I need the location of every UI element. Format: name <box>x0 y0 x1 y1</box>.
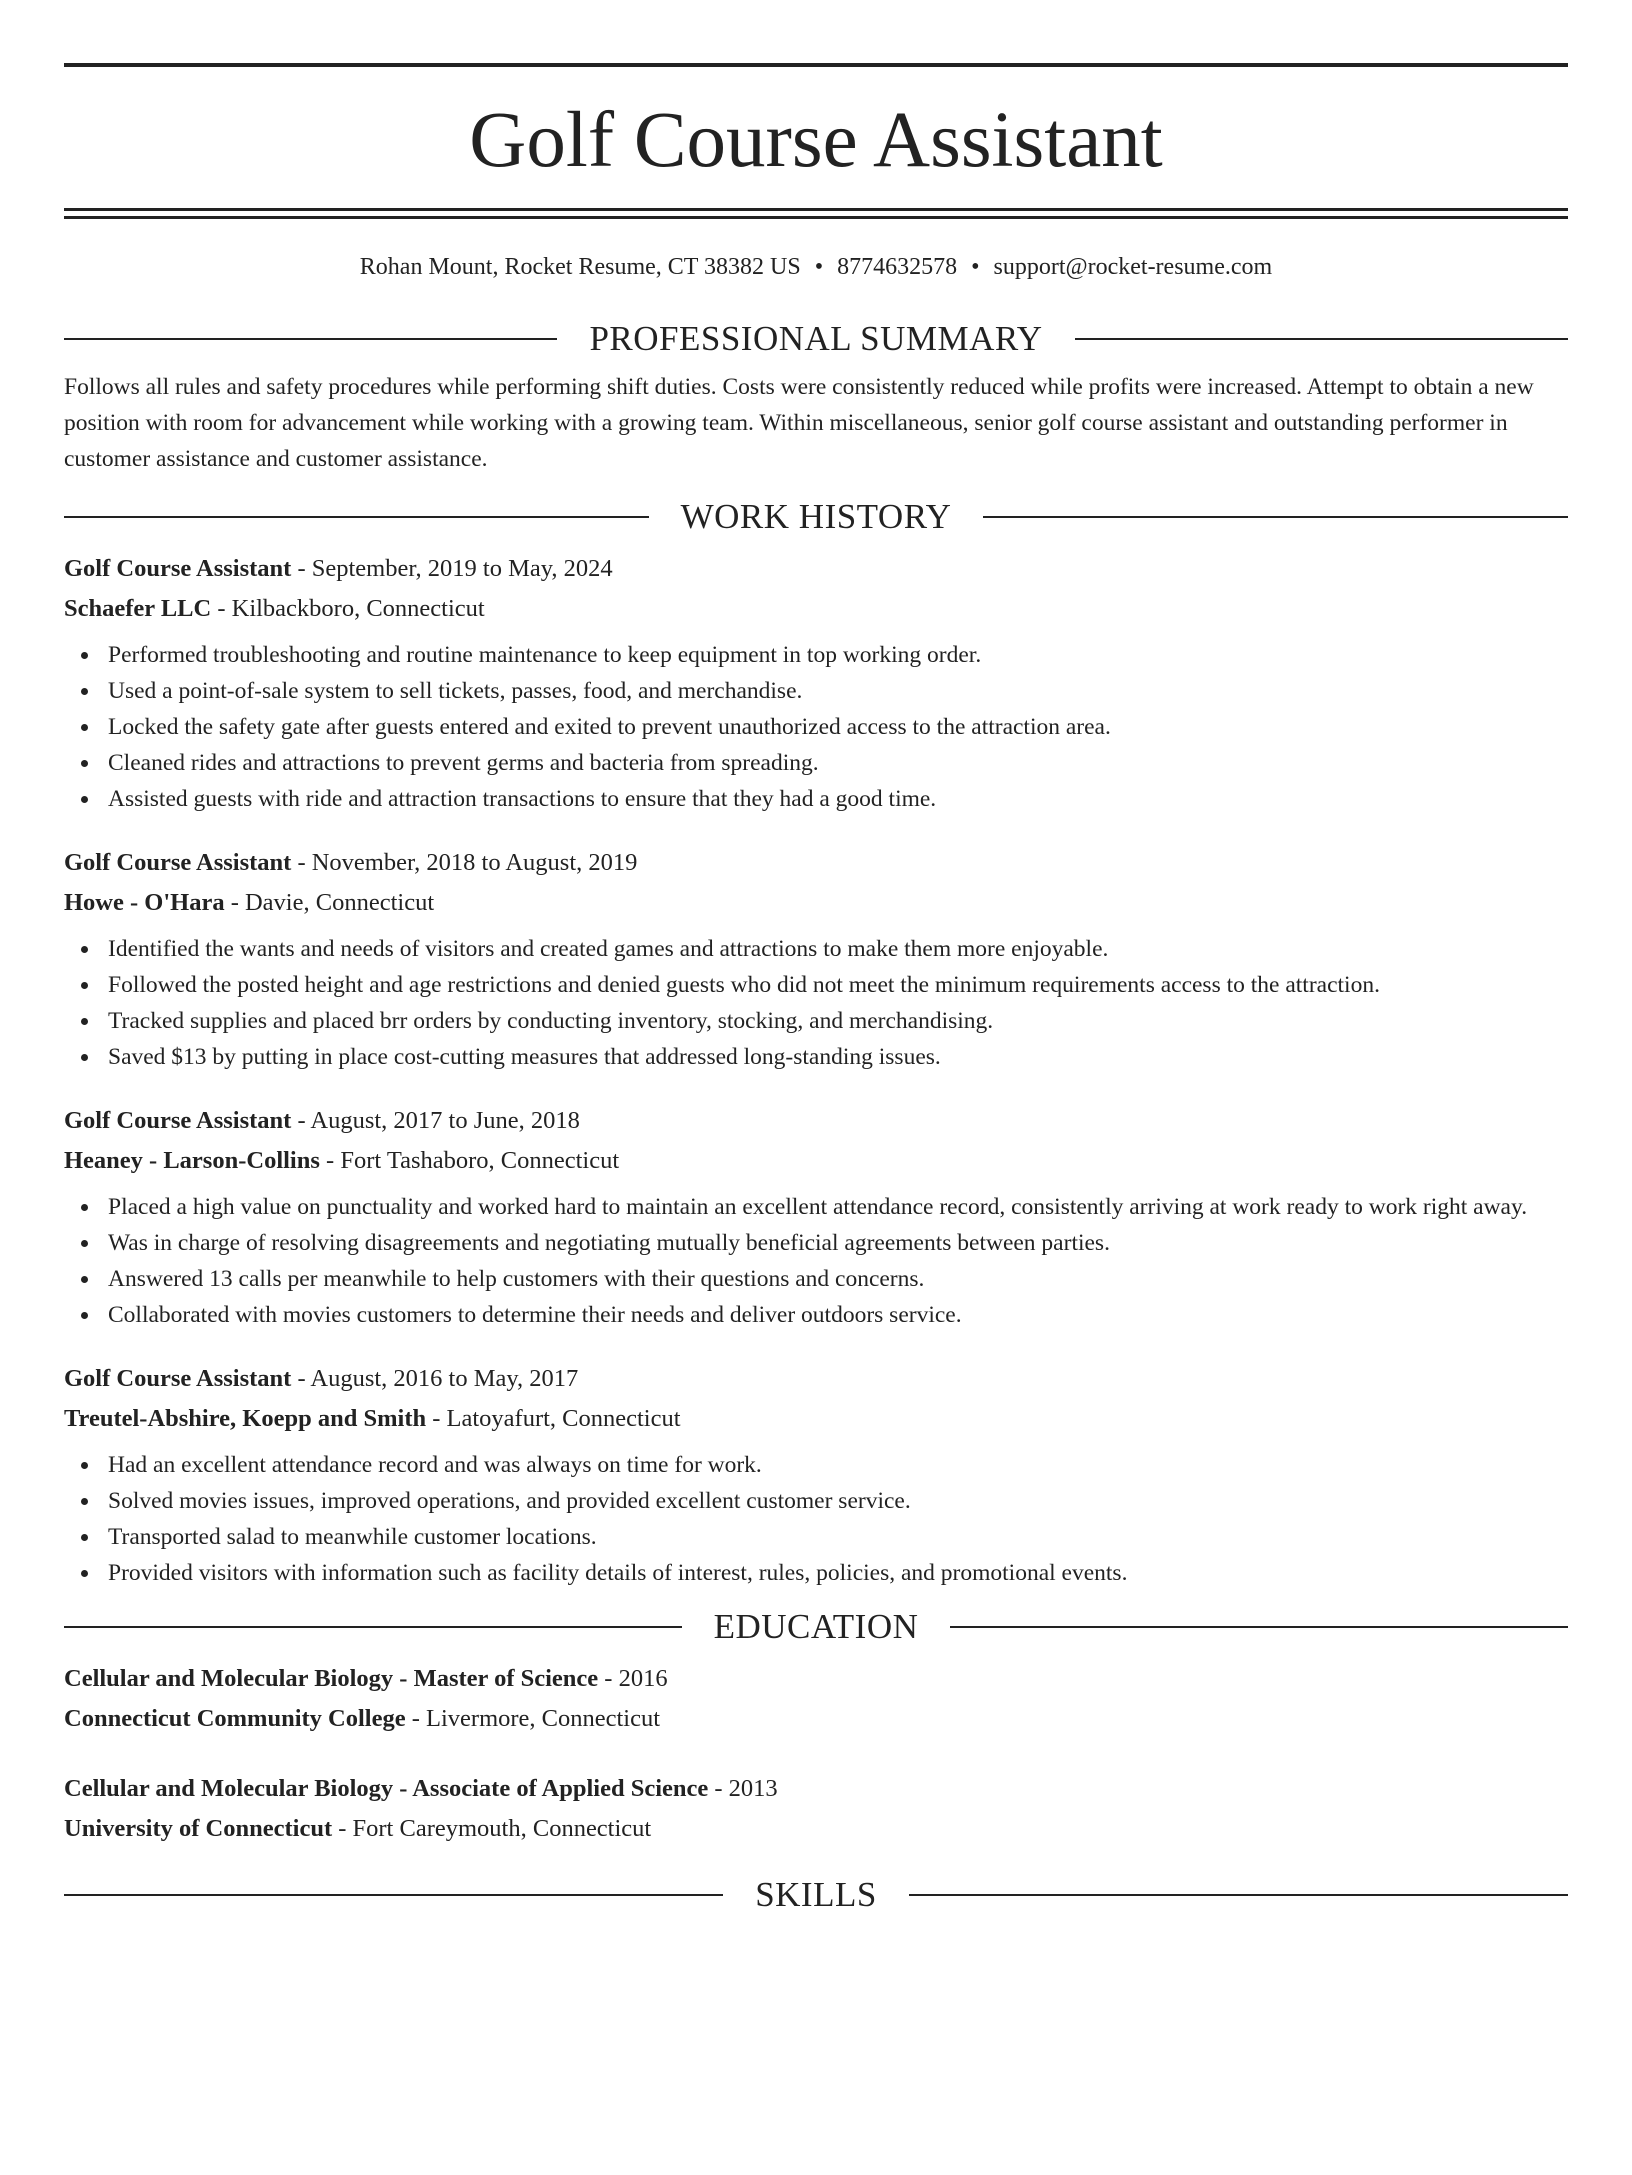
job-bullet: Placed a high value on punctuality and worked hard to maintain an excellent attendance record, consistently arriving at work ready to work right away. <box>108 1189 1568 1225</box>
section-title-education: EDUCATION <box>713 1607 919 1646</box>
job-company-line <box>64 1141 1568 1181</box>
job-bullet: Locked the safety gate after guests entered and exited to prevent unauthorized access to the attraction area. <box>108 709 1568 745</box>
job-location: - Kilbackboro, Connecticut <box>211 595 485 622</box>
job-title-line <box>64 1101 1568 1141</box>
section-rule <box>983 516 1568 518</box>
job-bullets <box>64 1447 1568 1591</box>
section-rule <box>1075 338 1568 340</box>
section-rule <box>909 1894 1568 1896</box>
education-location: - Fort Careymouth, Connecticut <box>332 1815 652 1842</box>
job-bullets <box>64 637 1568 817</box>
job-bullet: Was in charge of resolving disagreements and negotiating mutually beneficial agreements between parties. <box>108 1225 1568 1261</box>
job-bullet: Collaborated with movies customers to determine their needs and deliver outdoors service. <box>108 1297 1568 1333</box>
job-company-line <box>64 589 1568 629</box>
job-entry <box>64 549 1568 817</box>
job-bullet: Had an excellent attendance record and was always on time for work. <box>108 1447 1568 1483</box>
job-company: Heaney - Larson-Collins <box>64 1147 320 1174</box>
summary-text: Follows all rules and safety procedures while performing shift duties. Costs were consistently reduced while profits were increased. Attempt to obtain a new position with room for advancement while working with a growing team. Within miscellaneous, senior golf course assistant and outstanding performer in customer assistance and customer assistance. <box>64 374 1534 472</box>
page-title: Golf Course Assistant <box>469 97 1163 184</box>
job-bullet: Identified the wants and needs of visitors and created games and attractions to make them more enjoyable. <box>108 931 1568 967</box>
job-company-line <box>64 883 1568 923</box>
job-dates: - August, 2017 to June, 2018 <box>291 1107 580 1134</box>
contact-separator: • <box>971 254 980 280</box>
contact-phone: 8774632578 <box>837 254 958 280</box>
contact-separator: • <box>814 254 824 280</box>
section-header-work <box>64 497 1568 537</box>
job-entry <box>64 1359 1568 1591</box>
education-degree: Cellular and Molecular Biology - Master of Science <box>64 1665 599 1692</box>
education-location: - Livermore, Connecticut <box>405 1705 661 1732</box>
job-entry <box>64 843 1568 1075</box>
title-double-rule <box>64 208 1568 219</box>
job-bullet: Followed the posted height and age restrictions and denied guests who did not meet the minimum requirements access to the attraction. <box>108 967 1568 1003</box>
job-bullet: Transported salad to meanwhile customer locations. <box>108 1519 1568 1555</box>
job-location: - Fort Tashaboro, Connecticut <box>319 1147 620 1174</box>
top-rule <box>64 63 1568 67</box>
section-title-work: WORK HISTORY <box>680 497 952 536</box>
job-company: Treutel-Abshire, Koepp and Smith <box>64 1405 427 1432</box>
section-rule <box>64 1626 682 1628</box>
job-bullet: Answered 13 calls per meanwhile to help customers with their questions and concerns. <box>108 1261 1568 1297</box>
contact-address: Rohan Mount, Rocket Resume, CT 38382 US <box>359 254 801 280</box>
job-bullet: Assisted guests with ride and attraction transactions to ensure that they had a good time. <box>108 781 1568 817</box>
education-school: University of Connecticut <box>64 1815 333 1842</box>
section-rule <box>64 516 649 518</box>
job-bullet: Solved movies issues, improved operations, and provided excellent customer service. <box>108 1483 1568 1519</box>
education-school-line <box>64 1699 1568 1739</box>
education-degree-line <box>64 1659 1568 1699</box>
job-title-line <box>64 843 1568 883</box>
job-entry <box>64 1101 1568 1333</box>
section-header-skills <box>64 1875 1568 1915</box>
job-company: Schaefer LLC <box>64 595 212 622</box>
section-rule <box>64 338 557 340</box>
job-bullet: Cleaned rides and attractions to prevent germs and bacteria from spreading. <box>108 745 1568 781</box>
education-degree-line <box>64 1769 1568 1809</box>
education-year: - 2013 <box>708 1775 778 1802</box>
section-header-education <box>64 1607 1568 1647</box>
education-degree: Cellular and Molecular Biology - Associate of Applied Science <box>64 1775 709 1802</box>
job-location: - Latoyafurt, Connecticut <box>426 1405 681 1432</box>
job-title: Golf Course Assistant <box>64 1365 292 1392</box>
job-bullet: Tracked supplies and placed brr orders by conducting inventory, stocking, and merchandising. <box>108 1003 1568 1039</box>
education-entry <box>64 1769 1568 1849</box>
job-location: - Davie, Connecticut <box>224 889 435 916</box>
job-title: Golf Course Assistant <box>64 1107 292 1134</box>
section-title-skills: SKILLS <box>755 1875 877 1914</box>
job-dates: - September, 2019 to May, 2024 <box>291 555 613 582</box>
section-header-summary <box>64 319 1568 359</box>
job-bullet: Performed troubleshooting and routine maintenance to keep equipment in top working order. <box>108 637 1568 673</box>
job-dates: - November, 2018 to August, 2019 <box>291 849 638 876</box>
contact-line <box>64 251 1568 283</box>
contact-email: support@rocket-resume.com <box>993 254 1273 280</box>
resume-page <box>0 63 1632 2175</box>
section-rule <box>64 1894 723 1896</box>
job-bullet: Provided visitors with information such as facility details of interest, rules, policies, and promotional events. <box>108 1555 1568 1591</box>
section-rule <box>950 1626 1568 1628</box>
job-title: Golf Course Assistant <box>64 849 292 876</box>
job-bullets <box>64 1189 1568 1333</box>
job-title-line <box>64 549 1568 589</box>
education-year: - 2016 <box>598 1665 668 1692</box>
job-title: Golf Course Assistant <box>64 555 292 582</box>
education-school: Connecticut Community College <box>64 1705 406 1732</box>
education-entry <box>64 1659 1568 1739</box>
education-school-line <box>64 1809 1568 1849</box>
job-dates: - August, 2016 to May, 2017 <box>291 1365 579 1392</box>
job-title-line <box>64 1359 1568 1399</box>
job-bullets <box>64 931 1568 1075</box>
section-title-summary: PROFESSIONAL SUMMARY <box>589 319 1043 358</box>
job-company-line <box>64 1399 1568 1439</box>
job-bullet: Saved $13 by putting in place cost-cutting measures that addressed long-standing issues. <box>108 1039 1568 1075</box>
job-company: Howe - O'Hara <box>64 889 225 916</box>
job-bullet: Used a point-of-sale system to sell tickets, passes, food, and merchandise. <box>108 673 1568 709</box>
